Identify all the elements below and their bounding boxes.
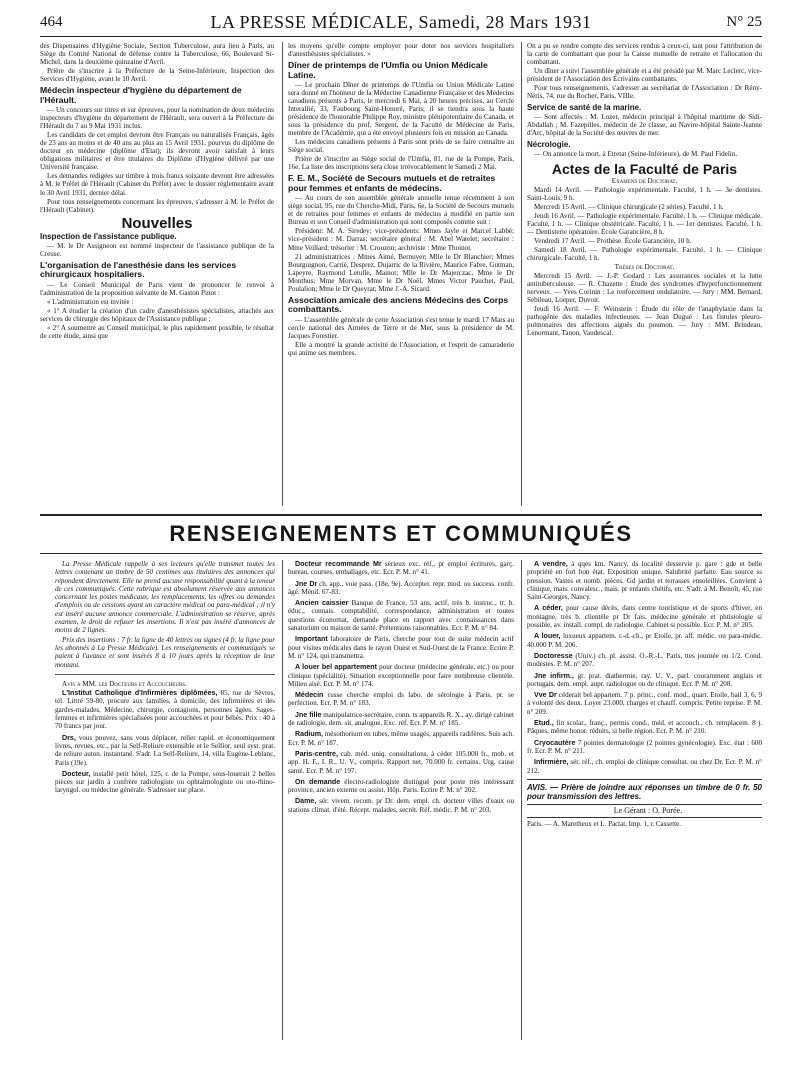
ad-heading: Radium,	[295, 730, 323, 739]
ad-text: électro-radiologiste distingué pour poste très intéressant province, ancien externe ou assist. Hôp. Paris. Ecrire P. M. n° 202.	[288, 777, 514, 795]
column-2	[288, 42, 514, 506]
ad-heading: Docteur recommande Mr	[295, 560, 382, 568]
ad-listing	[288, 635, 514, 660]
ad-text: sérieux exc. réf., pr emploi écritures, garç. bureau, courses, emballages, etc. Ecr. P. M. n° 41.	[288, 560, 514, 577]
ad-text: fin scolar., franç., permis cond., méd. et accouch., ch. remplacem. 8 j. Pâques, même honor. réduits, si belle région. Ecr. P. M. n° 210.	[527, 719, 762, 736]
ad-heading: Dame,	[295, 797, 317, 806]
paragraph: Elle a montré la grande activité de l'Association, et l'esprit de camaraderie qui anime ses membres.	[288, 340, 514, 357]
ad-heading: Jne infirm.,	[534, 671, 574, 680]
column-divider	[521, 560, 522, 1040]
masthead-title: LA PRESSE MÉDICALE, Samedi, 28 Mars 1931	[210, 12, 592, 32]
thesis-entry: Mercredi 15 Avril. — J.-P. Godard : Les assurances sociales et la lutte antituberculeuse. — R. Chazette : Étude des syndromes d'hyperfonctionnement nerveux. — Yves Corinin : Le renforcement ondulatoire. — Jury : MM. Bernard, Sebileau, Loeper, Duvoir.	[527, 272, 762, 305]
paragraph: — L'assemblée générale de cette Association s'est tenue le mardi 17 Mars au cercle national des Armées de Terre et de Mer, sous la présidence de M. Jacques Forestier.	[288, 315, 514, 340]
ad-text: sér. vivem. recom. pr Dr. dem. empl. ch. docteur villes d'eaux ou stations climat. d'été. Récept. malades, secrét. Réf. médic. P. M. n° 203.	[288, 797, 514, 814]
ad-text: installé petit hôtel, 125, r. de la Pompe, sous-louerait 2 belles pièces sur jardin à confrère radiologiste ou ophtalmologiste ou oto-rhino-laryngol. ou médecine générale. S'adresser sur place.	[55, 769, 275, 795]
section-rule	[40, 514, 762, 516]
ad-listing	[55, 770, 275, 795]
ad-text: Banque de France, 53 ans, actif, très b. instruc., tr. b. éduc., connais. comptabilité, correspondance, administration et toutes questions économat, demande place en rapport avec connaissances dans sanatorium ou maison de santé. Prétentions raisonnables. Ecr. P. M. n° 84.	[288, 599, 514, 633]
thesis-entry: Jeudi 16 Avril. — F. Weinstein : Étude du rôle de l'anaphylaxie dans la pathogénie des maladies infectieuses. — Jean Dugué : Les fistules pleuro-pulmonaires des affections aiguës du poumon. — Jury : MM. Brindeau, Lenormant, Tanon, Vaudescal.	[527, 305, 762, 338]
paragraph: — Un concours sur titres et sur épreuves, pour la nomination de deux médecins inspecteurs d'hygiène du département de l'Hérault, sera ouvert à la Préfecture de l'Hérault du 7 au 9 Mai 1931 inclus.	[40, 106, 274, 131]
heading-amicale: Association amicale des anciens Médecins des Corps combattants.	[288, 294, 509, 315]
ad-listing	[288, 560, 514, 577]
intro-paragraph: La Presse Médicale rappelle à ses lecteurs qu'elle transmet toutes les lettres contenant un timbre de 50 centimes aux titulaires des annonces qui répondent directement. Elle ne prend aucune responsabilité quant à la teneur de ces communiqués. Cette rubrique est absolument réservée aux annonces concernant les postes médicaux, les remplacements, les offres ou demandes d'emplois ou de cessions ayant un caractère médical ou para-médical ; il n'y est inséré aucune annonce commerciale. L'administration se réserve, après examen, le droit de refuser les insertions. Il n'est pas inséré d'annonces de moins de 2 lignes.	[55, 560, 275, 635]
avis-notice: AVIS. — Prière de joindre aux réponses un timbre de 0 fr. 50 pour transmission des lettres.	[527, 782, 762, 801]
ad-heading: A céder,	[534, 604, 563, 613]
ad-listing	[527, 652, 762, 669]
divider	[527, 817, 762, 818]
gerant-signature: Le Gérant : O. Porée.	[613, 805, 683, 815]
ad-listing	[527, 758, 762, 775]
ad-heading: A louer bel appartement	[295, 663, 377, 672]
ad-text: 7 pointes dermatologie (2 pointes gynécologie). Exc. état : 600 fr. Ecr. P. M. n° 211.	[527, 738, 762, 755]
ad-heading: Infirmière,	[534, 758, 569, 767]
column-divider	[282, 42, 283, 506]
paragraph: — Le prochain Dîner de printemps de l'Umfia ou Union Médicale Latine sera donné en l'honneur de la Médecine Canadienne Française et des Médecins canadiens présents à Paris, le mercredi 6 Mai, à 20 heures précises, au Cercle Interallié, 33, Faubourg Saint-Honoré, Paris; il se tiendra sous la haute présidence de l'honorable Philippe Roy, ministre plénipotentiaire du Canada, et sous la présidence du prof. Sergent, de la Faculté de Médecine de Paris, membre de l'Académie, qui a été envoyé plusieurs fois en mission au Canada.	[288, 80, 514, 138]
ad-text: laboratoire de Paris, cherche pour tout de suite médecin actif pour visites médicales dans le rayon Ouest et Sud-Ouest de la France. Ecrire P. M. n° 124, qui transmettra.	[288, 635, 514, 660]
paragraph: Pour tous renseignements, s'adresser au secrétariat de l'Association : Dr Rény-Néris, 74, rue du Rocher, Paris, VIIIe.	[527, 84, 762, 101]
ad-text: russe cherche emploi ds labo. de sérologie à Paris, pr. se perfection. Ecr. P. M. n° 183.	[288, 691, 514, 708]
exam-entry: Mercredi 15 Avril. — Clinique chirurgicale (2 séries), Faculté, 1 h.	[534, 202, 724, 211]
section-rule	[40, 553, 762, 554]
page-header	[40, 12, 762, 37]
ad-text: 85, rue de Sèvres, tél. Littré 59-80, procure aux familles, à domicile, des infirmières et des gardes-malades. Médecine, chirurgie, contagions, personnes âgées. Sages-femmes et infirmières spécialisées pour accouchées et pour bébés. Prix : 40 à 70 francs par jour.	[55, 689, 275, 731]
paragraph: « 1° A étudier la création d'un cadre d'anesthésistes spécialistes, attachés aux services de chirurgie des hôpitaux de l'Assistance publique ;	[40, 306, 274, 323]
divider	[55, 674, 275, 675]
paragraph: — Le Conseil Municipal de Paris vient de prononcer le renvoi à l'administration de la proposition suivante de M. Gaston Pinot :	[40, 280, 274, 297]
subheading-theses: Thèses de Doctorat.	[614, 263, 675, 272]
exam-entry: Jeudi 16 Avril. — Pathologie expérimentale. Faculté, 1 h. — Clinique médicale. Faculté, 1 h. — Clinique obstétricale. Faculté, 1 h. — 1er dentistes. Faculté, 1 h. — Dentisterie opératoire. École Garancière, 8 h.	[527, 211, 762, 236]
ad-listing	[527, 604, 762, 629]
paragraph: Président: M. A. Siredey; vice-présidents: Mmes Jayle et Marcel Labbé; vice-président : M. Darras; secrétaire général : M. Abel Watelet; secrétaire : Mme Veillard; trésorier : M. Crouzon; archiviste : Mme Thoinot.	[288, 227, 514, 252]
paragraph: — On annonce la mort, à Etretat (Seine-Inférieure), de M. Paul Fidelin.	[534, 150, 738, 159]
column-3	[527, 42, 762, 506]
exam-entry: Mardi 14 Avril. — Pathologie expérimentale. Faculté, 1 h. — 3e dentistes. Saint-Louis, 9 h.	[527, 185, 762, 202]
ad-heading: Drs,	[62, 733, 76, 742]
heading-inspecteur-herault: Médecin inspecteur d'hygiène du département de l'Hérault.	[40, 85, 242, 105]
paragraph: les moyens qu'elle compte employer pour doter nos services hospitaliers d'anesthésistes spécialistes. »	[288, 42, 514, 59]
ad-heading: Vve Dr	[534, 691, 557, 700]
paragraph: 21 administratrices : Mmes Aimé, Bernuyer; Mlle le Dr Blanchier; Mmes Bourguignon, Carrié, Desprez, Dujarric de la Rivière, Maurice Fabre, Gutman, Lapeyre, Raymond Letulle, Mainot; Mlle le Dr Majerczac, Mme le Dr Monthus; Mme Morvan, Mme le Dr Noël, Mmes Victor Pauchet, Paul, Poulalion; Mme le Dr Queyrat; Mme J.-A. Sicard.	[288, 252, 514, 293]
ad-text: gr. prat. diathermie, ray. U. V., parl. couramment anglais et portugais, dem. empl. aupr. radiologue ou de clinique. Ecr. P. M. n° 208.	[527, 671, 762, 688]
section-title-actes-faculte: Actes de la Faculté de Paris	[551, 160, 738, 177]
ad-text: mésothorium en tubes, même usagés, appareils radifères. Suis ach. Ecr. P. M. n° 187.	[288, 730, 514, 747]
ad-text: luxueux appartem. r.-d.-ch., pr Etoile, pr. aff. médic. ou para-médic. 40.000 P. M. 206.	[527, 632, 762, 649]
ad-listing	[288, 599, 514, 632]
heading-anesthesie: L'organisation de l'anesthésie dans les services chirurgicaux hospitaliers.	[40, 259, 237, 280]
ad-heading: Doctoresse	[534, 651, 573, 660]
heading-inspection: Inspection de l'assistance publique.	[40, 231, 177, 241]
divider	[527, 779, 762, 780]
ads-column-2	[288, 560, 514, 1060]
ad-listing	[288, 711, 514, 728]
ad-listing	[527, 672, 762, 689]
paragraph: Un dîner a suivi l'assemblée générale et a été présidé par M. Marc Leclerc, vice-président de l'Association des Écrivains combattants.	[527, 67, 762, 84]
paragraph: Les médecins canadiens présents à Paris sont priés de se faire connaître au Siège social.	[288, 138, 514, 155]
paragraph: Pour tous renseignements concernant les épreuves, s'adresser à M. le Préfet de l'Hérault (Cabinet).	[40, 197, 274, 214]
ads-column-1	[55, 560, 275, 1060]
heading-necrologie: Nécrologie.	[527, 140, 571, 150]
ad-listing	[288, 730, 514, 747]
section-title-renseignements: RENSEIGNEMENTS ET COMMUNIQUÉS	[169, 521, 633, 546]
paragraph: des Dispensaires d'Hygiène Sociale, Section Tuberculose, aura lieu à Paris, au Siège du Comité National de défense contre la Tuberculose, 66, Boulevard St-Michel, dans la deuxième quinzaine d'Avril.	[40, 42, 274, 67]
ad-listing	[527, 739, 762, 756]
subheading-examens: Examens de Doctorat.	[611, 176, 678, 185]
ad-text: manipulatrice-secrétaire, conn. ts appareils R. X., ay. dirigé cabinet de radiologie, dem. sit. analogue. Exc. réf. Ecr. P. M. n° 185.	[288, 710, 514, 728]
paragraph: Prière de s'inscrire à la Préfecture de la Seine-Inférieure, Inspection des Services d'Hygiène, avant le 10 Avril.	[40, 67, 274, 84]
column-divider	[521, 42, 522, 506]
ad-heading: Paris-centre,	[295, 749, 338, 758]
paragraph: Les candidats de cet emploi devront être Français ou naturalisés Français, âgés de 23 ans au moins et de 40 ans au plus au 15 Avril 1931, pourvus du diplôme de docteur en médecine (diplôme d'Etat); ils devront avoir satisfait à leurs obligations militaires et être titulaires du Diplôme d'Hygiène délivré par une Université française.	[40, 131, 274, 172]
paragraph: — M. le Dr Assigneon est nommé inspecteur de l'assistance publique de la Creuse.	[40, 241, 274, 258]
notice-heading: Avis à MM. les Docteurs et Accoucheurs.	[62, 679, 187, 688]
ad-listing	[527, 719, 762, 736]
heading-marine: Service de santé de la marine.	[527, 103, 642, 113]
ad-listing	[288, 691, 514, 708]
paragraph: « L'administration est invitée :	[47, 297, 134, 306]
ad-text: (Univ.) ch. pl. assist. O.-R.-L. Paris, ttes journée ou 1/2. Cond. modestes. P. M. n° 207.	[527, 651, 762, 669]
heading-fem: F. E. M., Société de Secours mutuels et de retraites pour femmes et enfants de médecins.	[288, 173, 496, 193]
ad-heading: Ancien caissier	[295, 599, 349, 608]
ad-text: ch. app., voie pass. (18e, 9e). Accepter. repr. mod. ou success. confr. âgé. Ménil. 67-83.	[288, 579, 514, 596]
ad-heading: On demande	[295, 777, 341, 786]
paragraph: Prière de s'inscrire au Siège social de l'Umfia, 81, rue de la Pompe, Paris, 16e. La liste des inscriptions sera close irrévocablement le Samedi 2 Mai.	[288, 155, 514, 172]
ad-text: pour cause décès, dans centre touristique et de sports d'hiver, en montagne, très b. clientèle pr Dr fais. médecine générale et phtisiologie si possible, av. install. compl. de radiologie. Cabinet si possible. Ecr. P. M. n° 205.	[527, 604, 762, 630]
ad-text: cab. méd. uniq. consultations, à céder 105.000 fr., mob. et app. H. F., I. R., U. V., compris. Rapport net, 70.000 fr. certains. Urg. cause santé. Ecr. P. M. n° 197.	[288, 749, 514, 775]
exam-entry: Vendredi 17 Avril. — Prothèse. École Garancière, 10 h.	[534, 236, 692, 245]
ad-listing	[527, 691, 762, 716]
ad-text: sér. réf., ch. emploi de clinique consultat. ou chez Dr. Ecr. P. M. n° 212.	[527, 758, 762, 775]
ad-listing	[288, 750, 514, 775]
exam-entry: Samedi 18 Avril. — Pathologie expérimentale. Faculté, 1 h. — Clinique chirurgicale. Faculté, 1 h.	[527, 245, 762, 262]
ad-listing	[288, 797, 514, 814]
paragraph: On a pu se rendre compte des services rendus à ceux-ci, tant pour l'attribution de la carte de combattant que pour la Caisse mutuelle de retraite et l'allocation du combattant.	[527, 42, 762, 67]
ad-heading: Etud.,	[534, 719, 554, 728]
paragraph: — Au cours de son assemblée générale annuelle tenue récemment à son siège social, 95, rue du Cherche-Midi, Paris, 6e, la Société de Secours mutuels et de retraites pour femmes et enfants de médecins a modifié en partie son Bureau et son Conseil d'administration qui sont composés comme suit :	[288, 194, 514, 227]
ad-text: à qqes km. Nancy, ds localité desservie p. gare : gde et belle propriété en fort bon état. Exposition unique. Salubrité parfaite. Eau source ss pression. Vastes et nomb. pièces. Gd jardin et terrasses ensoleillées. Convient à clinique, mais. convalesc., mais. pr enfants chétifs, etc. S'adr. à M. Benoît, 45, rue Saint-Georges, Nancy.	[527, 560, 762, 602]
paragraph: « 2° A soumettre au Conseil municipal, le plus rapidement possible, le résultat de cette étude, ainsi que	[40, 323, 274, 340]
paragraph: — Sont affectés : M. Lozer, médecin principal à l'hôpital maritime de Sidi-Abdallah ; M. Fazepilles, médecin de 2e classe, au Navire-hôpital Sainte-Jeanne d'Arc, hôpital de la Société des œuvres de mer.	[527, 113, 762, 138]
ad-listing	[527, 560, 762, 601]
page-number: 464	[40, 14, 63, 30]
ad-listing	[55, 734, 275, 767]
section-title-nouvelles: Nouvelles	[121, 214, 193, 232]
issue-number: N° 25	[726, 14, 762, 30]
ad-text: céderait bel appartem. 7 p. princ., conf. mod., quart. Etoile, bail 3, 6, 9 à volonté des deux. Loyer 23.000, charges et chauff. compris. Petite reprise. P. M. n° 209.	[527, 691, 762, 716]
ad-listing	[55, 689, 275, 730]
ad-heading: Jne fille	[295, 710, 322, 719]
ad-text: vous pouvez, sans vous déplacer, relier rapid. et économiquement livres, revues, etc., par la Self-Reliure extensible et le Selfior, seul syst. prat. de reliure auton. instantané. S'adr. La Self-Reliure, 14, villa Eugène-Leblanc, Paris (19e).	[55, 733, 275, 767]
ad-heading: A louer,	[534, 632, 561, 641]
ad-heading: Jne Dr	[295, 579, 318, 588]
column-1	[40, 42, 274, 506]
intro-paragraph: Prix des insertions : 7 fr. la ligne de 40 lettres ou signes (4 fr. la ligne pour les abonnés à La Presse Médicale). Les renseignements et communiqués se paient à l'avance et sont insérés 8 à 10 jours après la réception de leur montant.	[55, 635, 275, 669]
ad-heading: L'Institut Catholique d'Infirmières diplômées,	[62, 689, 218, 698]
paragraph: Les demandes rédigées sur timbre à trois francs soixante devront être adressées à M. le Préfet de l'Hérault (Cabinet du Préfet) avec le dossier réglementaire avant le 30 Avril 1931, dernier délai.	[40, 172, 274, 197]
ad-listing	[288, 580, 514, 597]
ad-heading: Docteur,	[62, 769, 91, 778]
ad-listing	[288, 778, 514, 795]
ads-column-3	[527, 560, 762, 1060]
ad-heading: Cryocautère	[534, 738, 576, 747]
heading-umfia: Dîner de printemps de l'Umfia ou Union Médicale Latine.	[288, 60, 488, 80]
ad-heading: Important	[295, 635, 328, 644]
printer-imprint: Paris. — A. Maretheux et L. Pactat, Imp. 1, r. Cassette.	[527, 820, 681, 829]
ad-heading: Médecin	[295, 691, 324, 700]
ad-listing	[288, 663, 514, 688]
ad-text: pour docteur (médecine générale, etc.) ou pour clinique (spécialité). Situation exceptionnelle pour faire nombreuse clientèle. Milieu aisé. Ecr. P. M. n° 174.	[288, 663, 514, 688]
column-divider	[282, 560, 283, 1040]
ad-listing	[527, 632, 762, 649]
divider	[527, 804, 762, 805]
ad-heading: A vendre,	[534, 560, 568, 568]
